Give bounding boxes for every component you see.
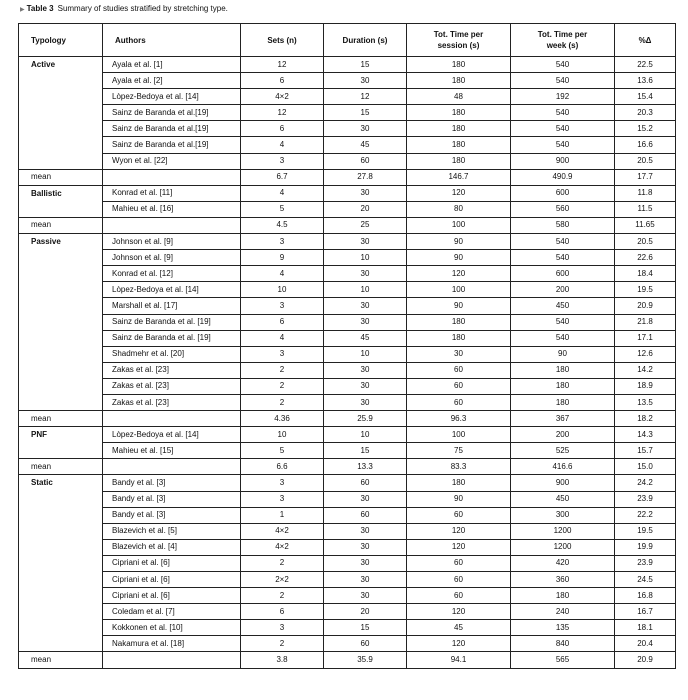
author-cell: Sainz de Baranda et al.[19] xyxy=(103,105,241,121)
table-row xyxy=(19,105,676,121)
value-cell: 180 xyxy=(407,330,511,346)
value-cell: 19.5 xyxy=(615,523,676,539)
value-cell: 900 xyxy=(511,475,615,491)
value-cell: 1200 xyxy=(511,523,615,539)
mean-label: mean xyxy=(19,411,103,427)
author-cell: Kokkonen et al. [10] xyxy=(103,620,241,636)
value-cell: 192 xyxy=(511,89,615,105)
author-cell: Sainz de Baranda et al. [19] xyxy=(103,314,241,330)
value-cell: 14.3 xyxy=(615,427,676,443)
value-cell: 4 xyxy=(241,330,324,346)
value-cell: 5 xyxy=(241,201,324,217)
value-cell: 560 xyxy=(511,201,615,217)
author-cell: Ayala et al. [1] xyxy=(103,57,241,73)
author-cell: Zakas et al. [23] xyxy=(103,362,241,378)
mean-value-cell: 83.3 xyxy=(407,459,511,475)
value-cell: 24.2 xyxy=(615,475,676,491)
value-cell: 1 xyxy=(241,507,324,523)
value-cell: 20.5 xyxy=(615,153,676,169)
value-cell: 12.6 xyxy=(615,346,676,362)
mean-label: mean xyxy=(19,459,103,475)
author-cell: Lòpez-Bedoya et al. [14] xyxy=(103,427,241,443)
value-cell: 300 xyxy=(511,507,615,523)
value-cell: 180 xyxy=(407,121,511,137)
value-cell: 3 xyxy=(241,475,324,491)
value-cell: 30 xyxy=(324,394,407,410)
table-row xyxy=(19,378,676,394)
value-cell: 120 xyxy=(407,523,511,539)
value-cell: 18.4 xyxy=(615,266,676,282)
value-cell: 10 xyxy=(324,282,407,298)
value-cell: 200 xyxy=(511,282,615,298)
value-cell: 13.5 xyxy=(615,394,676,410)
value-cell: 12 xyxy=(324,89,407,105)
value-cell: 240 xyxy=(511,604,615,620)
value-cell: 3 xyxy=(241,620,324,636)
author-cell: Ayala et al. [2] xyxy=(103,73,241,89)
mean-value-cell: 6.6 xyxy=(241,459,324,475)
value-cell: 540 xyxy=(511,121,615,137)
value-cell: 60 xyxy=(407,572,511,588)
value-cell: 60 xyxy=(324,507,407,523)
value-cell: 30 xyxy=(324,523,407,539)
value-cell: 525 xyxy=(511,443,615,459)
mean-label: mean xyxy=(19,169,103,185)
value-cell: 10 xyxy=(324,250,407,266)
value-cell: 9 xyxy=(241,250,324,266)
value-cell: 30 xyxy=(324,298,407,314)
value-cell: 30 xyxy=(324,555,407,571)
value-cell: 90 xyxy=(407,234,511,250)
value-cell: 15.7 xyxy=(615,443,676,459)
value-cell: 180 xyxy=(407,73,511,89)
value-cell: 180 xyxy=(407,153,511,169)
value-cell: 16.8 xyxy=(615,588,676,604)
value-cell: 540 xyxy=(511,330,615,346)
value-cell: 1200 xyxy=(511,539,615,555)
col-time-week-header xyxy=(511,24,615,57)
mean-value-cell xyxy=(103,411,241,427)
value-cell: 11.5 xyxy=(615,201,676,217)
author-cell: Marshall et al. [17] xyxy=(103,298,241,314)
table-row xyxy=(19,266,676,282)
typology-cell: PNF xyxy=(19,427,103,459)
value-cell: 30 xyxy=(324,73,407,89)
mean-value-cell: 15.0 xyxy=(615,459,676,475)
mean-label: mean xyxy=(19,217,103,233)
value-cell: 540 xyxy=(511,57,615,73)
value-cell: 180 xyxy=(407,57,511,73)
value-cell: 180 xyxy=(511,362,615,378)
value-cell: 21.8 xyxy=(615,314,676,330)
value-cell: 2 xyxy=(241,362,324,378)
value-cell: 600 xyxy=(511,185,615,201)
mean-value-cell: 416.6 xyxy=(511,459,615,475)
value-cell: 20 xyxy=(324,604,407,620)
value-cell: 90 xyxy=(511,346,615,362)
header-row xyxy=(19,24,676,57)
author-cell: Cipriani et al. [6] xyxy=(103,588,241,604)
value-cell: 60 xyxy=(407,378,511,394)
value-cell: 22.2 xyxy=(615,507,676,523)
value-cell: 80 xyxy=(407,201,511,217)
typology-cell: Static xyxy=(19,475,103,652)
value-cell: 30 xyxy=(324,378,407,394)
value-cell: 120 xyxy=(407,539,511,555)
value-cell: 15.4 xyxy=(615,89,676,105)
value-cell: 30 xyxy=(324,234,407,250)
table-row xyxy=(19,636,676,652)
author-cell: Johnson et al. [9] xyxy=(103,234,241,250)
mean-value-cell: 11.65 xyxy=(615,217,676,233)
mean-value-cell: 146.7 xyxy=(407,169,511,185)
value-cell: 15 xyxy=(324,620,407,636)
value-cell: 180 xyxy=(511,588,615,604)
value-cell: 12 xyxy=(241,105,324,121)
mean-value-cell: 367 xyxy=(511,411,615,427)
table-row xyxy=(19,362,676,378)
value-cell: 48 xyxy=(407,89,511,105)
value-cell: 180 xyxy=(407,314,511,330)
value-cell: 20.9 xyxy=(615,298,676,314)
value-cell: 75 xyxy=(407,443,511,459)
table-row xyxy=(19,121,676,137)
mean-value-cell: 490.9 xyxy=(511,169,615,185)
value-cell: 10 xyxy=(241,282,324,298)
author-cell: Konrad et al. [12] xyxy=(103,266,241,282)
value-cell: 180 xyxy=(407,137,511,153)
table-row xyxy=(19,137,676,153)
table-row xyxy=(19,346,676,362)
table-row xyxy=(19,539,676,555)
value-cell: 18.9 xyxy=(615,378,676,394)
caption-label: Table 3 xyxy=(26,4,54,13)
col-time-session-header xyxy=(407,24,511,57)
value-cell: 4 xyxy=(241,137,324,153)
mean-value-cell: 94.1 xyxy=(407,652,511,668)
mean-value-cell: 3.8 xyxy=(241,652,324,668)
table-row xyxy=(19,234,676,250)
value-cell: 840 xyxy=(511,636,615,652)
value-cell: 100 xyxy=(407,282,511,298)
value-cell: 30 xyxy=(324,491,407,507)
value-cell: 540 xyxy=(511,73,615,89)
typology-cell: Active xyxy=(19,57,103,170)
value-cell: 60 xyxy=(324,636,407,652)
value-cell: 120 xyxy=(407,266,511,282)
table-row xyxy=(19,185,676,201)
value-cell: 22.6 xyxy=(615,250,676,266)
value-cell: 19.9 xyxy=(615,539,676,555)
author-cell: Cipriani et al. [6] xyxy=(103,572,241,588)
mean-value-cell: 4.36 xyxy=(241,411,324,427)
col-typology-header: Typology xyxy=(19,24,103,57)
value-cell: 45 xyxy=(324,137,407,153)
value-cell: 22.5 xyxy=(615,57,676,73)
value-cell: 2 xyxy=(241,636,324,652)
value-cell: 2 xyxy=(241,394,324,410)
value-cell: 60 xyxy=(407,394,511,410)
value-cell: 45 xyxy=(407,620,511,636)
author-cell: Zakas et al. [23] xyxy=(103,394,241,410)
author-cell: Sainz de Baranda et al.[19] xyxy=(103,121,241,137)
value-cell: 10 xyxy=(324,346,407,362)
header-line: Tot. Time per xyxy=(537,30,588,39)
mean-value-cell: 17.7 xyxy=(615,169,676,185)
value-cell: 6 xyxy=(241,314,324,330)
table-row xyxy=(19,201,676,217)
table-row xyxy=(19,443,676,459)
value-cell: 19.5 xyxy=(615,282,676,298)
table-row xyxy=(19,604,676,620)
mean-value-cell: 25.9 xyxy=(324,411,407,427)
author-cell: Zakas et al. [23] xyxy=(103,378,241,394)
value-cell: 2 xyxy=(241,378,324,394)
mean-label: mean xyxy=(19,652,103,668)
table-body xyxy=(19,57,676,669)
table-header xyxy=(19,24,676,57)
typology-cell: Ballistic xyxy=(19,185,103,217)
value-cell: 360 xyxy=(511,572,615,588)
caption-text: Summary of studies stratified by stretching type. xyxy=(57,4,228,13)
mean-value-cell: 6.7 xyxy=(241,169,324,185)
value-cell: 10 xyxy=(324,427,407,443)
mean-value-cell: 96.3 xyxy=(407,411,511,427)
col-percent-change-header: %Δ xyxy=(615,24,676,57)
author-cell: Shadmehr et al. [20] xyxy=(103,346,241,362)
mean-value-cell: 20.9 xyxy=(615,652,676,668)
value-cell: 30 xyxy=(324,572,407,588)
value-cell: 3 xyxy=(241,346,324,362)
value-cell: 2 xyxy=(241,588,324,604)
table-caption xyxy=(20,3,228,16)
value-cell: 45 xyxy=(324,330,407,346)
value-cell: 18.1 xyxy=(615,620,676,636)
value-cell: 180 xyxy=(407,475,511,491)
value-cell: 30 xyxy=(324,314,407,330)
value-cell: 90 xyxy=(407,250,511,266)
value-cell: 30 xyxy=(324,121,407,137)
value-cell: 30 xyxy=(407,346,511,362)
mean-row xyxy=(19,411,676,427)
value-cell: 2 xyxy=(241,555,324,571)
value-cell: 24.5 xyxy=(615,572,676,588)
value-cell: 3 xyxy=(241,491,324,507)
value-cell: 15.2 xyxy=(615,121,676,137)
value-cell: 540 xyxy=(511,105,615,121)
mean-value-cell: 100 xyxy=(407,217,511,233)
table-row xyxy=(19,282,676,298)
table-row xyxy=(19,394,676,410)
table-row xyxy=(19,427,676,443)
value-cell: 200 xyxy=(511,427,615,443)
mean-value-cell: 4.5 xyxy=(241,217,324,233)
summary-table xyxy=(18,23,676,669)
value-cell: 4×2 xyxy=(241,89,324,105)
value-cell: 450 xyxy=(511,491,615,507)
header-line: session (s) xyxy=(437,41,480,50)
caption-arrow-icon: ▶ xyxy=(20,7,25,13)
value-cell: 20.3 xyxy=(615,105,676,121)
table-row xyxy=(19,555,676,571)
value-cell: 6 xyxy=(241,73,324,89)
value-cell: 180 xyxy=(407,105,511,121)
author-cell: Lòpez-Bedoya et al. [14] xyxy=(103,282,241,298)
value-cell: 120 xyxy=(407,185,511,201)
value-cell: 15 xyxy=(324,443,407,459)
value-cell: 540 xyxy=(511,314,615,330)
value-cell: 600 xyxy=(511,266,615,282)
mean-value-cell xyxy=(103,169,241,185)
value-cell: 90 xyxy=(407,298,511,314)
value-cell: 13.6 xyxy=(615,73,676,89)
mean-row xyxy=(19,169,676,185)
value-cell: 4×2 xyxy=(241,523,324,539)
mean-row xyxy=(19,652,676,668)
table-row xyxy=(19,507,676,523)
mean-row xyxy=(19,217,676,233)
value-cell: 12 xyxy=(241,57,324,73)
value-cell: 180 xyxy=(511,378,615,394)
value-cell: 23.9 xyxy=(615,491,676,507)
author-cell: Coledam et al. [7] xyxy=(103,604,241,620)
value-cell: 6 xyxy=(241,121,324,137)
author-cell: Bandy et al. [3] xyxy=(103,507,241,523)
value-cell: 15 xyxy=(324,105,407,121)
value-cell: 11.8 xyxy=(615,185,676,201)
value-cell: 30 xyxy=(324,539,407,555)
value-cell: 120 xyxy=(407,636,511,652)
author-cell: Johnson et al. [9] xyxy=(103,250,241,266)
value-cell: 180 xyxy=(511,394,615,410)
value-cell: 900 xyxy=(511,153,615,169)
value-cell: 420 xyxy=(511,555,615,571)
col-authors-header: Authors xyxy=(103,24,241,57)
author-cell: Bandy et al. [3] xyxy=(103,491,241,507)
value-cell: 540 xyxy=(511,137,615,153)
value-cell: 60 xyxy=(324,475,407,491)
author-cell: Blazevich et al. [4] xyxy=(103,539,241,555)
value-cell: 135 xyxy=(511,620,615,636)
table-row xyxy=(19,491,676,507)
author-cell: Mahieu et al. [15] xyxy=(103,443,241,459)
author-cell: Mahieu et al. [16] xyxy=(103,201,241,217)
table-row xyxy=(19,314,676,330)
table-row xyxy=(19,89,676,105)
value-cell: 6 xyxy=(241,604,324,620)
table-row xyxy=(19,330,676,346)
table-row xyxy=(19,572,676,588)
author-cell: Lòpez-Bedoya et al. [14] xyxy=(103,89,241,105)
value-cell: 20.4 xyxy=(615,636,676,652)
header-line: week (s) xyxy=(546,41,579,50)
table-row xyxy=(19,57,676,73)
value-cell: 3 xyxy=(241,234,324,250)
value-cell: 30 xyxy=(324,588,407,604)
value-cell: 5 xyxy=(241,443,324,459)
value-cell: 540 xyxy=(511,250,615,266)
mean-value-cell: 565 xyxy=(511,652,615,668)
value-cell: 60 xyxy=(407,588,511,604)
value-cell: 20.5 xyxy=(615,234,676,250)
mean-value-cell: 13.3 xyxy=(324,459,407,475)
col-duration-header: Duration (s) xyxy=(324,24,407,57)
table-row xyxy=(19,298,676,314)
value-cell: 3 xyxy=(241,153,324,169)
value-cell: 23.9 xyxy=(615,555,676,571)
author-cell: Blazevich et al. [5] xyxy=(103,523,241,539)
value-cell: 3 xyxy=(241,298,324,314)
mean-value-cell: 580 xyxy=(511,217,615,233)
value-cell: 60 xyxy=(407,555,511,571)
value-cell: 16.6 xyxy=(615,137,676,153)
mean-value-cell xyxy=(103,217,241,233)
table-row xyxy=(19,250,676,266)
value-cell: 120 xyxy=(407,604,511,620)
author-cell: Cipriani et al. [6] xyxy=(103,555,241,571)
mean-value-cell: 25 xyxy=(324,217,407,233)
mean-value-cell: 18.2 xyxy=(615,411,676,427)
table-row xyxy=(19,73,676,89)
mean-value-cell xyxy=(103,459,241,475)
value-cell: 16.7 xyxy=(615,604,676,620)
author-cell: Wyon et al. [22] xyxy=(103,153,241,169)
value-cell: 10 xyxy=(241,427,324,443)
value-cell: 20 xyxy=(324,201,407,217)
value-cell: 30 xyxy=(324,185,407,201)
value-cell: 4 xyxy=(241,185,324,201)
value-cell: 90 xyxy=(407,491,511,507)
table-row xyxy=(19,588,676,604)
value-cell: 60 xyxy=(324,153,407,169)
mean-value-cell: 35.9 xyxy=(324,652,407,668)
value-cell: 30 xyxy=(324,362,407,378)
mean-row xyxy=(19,459,676,475)
typology-cell: Passive xyxy=(19,234,103,411)
value-cell: 4 xyxy=(241,266,324,282)
author-cell: Sainz de Baranda et al. [19] xyxy=(103,330,241,346)
mean-value-cell: 27.8 xyxy=(324,169,407,185)
col-sets-header: Sets (n) xyxy=(241,24,324,57)
table-row xyxy=(19,475,676,491)
table-row xyxy=(19,523,676,539)
value-cell: 4×2 xyxy=(241,539,324,555)
value-cell: 30 xyxy=(324,266,407,282)
table-row xyxy=(19,620,676,636)
author-cell: Konrad et al. [11] xyxy=(103,185,241,201)
author-cell: Nakamura et al. [18] xyxy=(103,636,241,652)
table-row xyxy=(19,153,676,169)
value-cell: 2×2 xyxy=(241,572,324,588)
author-cell: Sainz de Baranda et al.[19] xyxy=(103,137,241,153)
value-cell: 17.1 xyxy=(615,330,676,346)
value-cell: 60 xyxy=(407,362,511,378)
header-line: Tot. Time per xyxy=(433,30,484,39)
value-cell: 14.2 xyxy=(615,362,676,378)
value-cell: 450 xyxy=(511,298,615,314)
value-cell: 15 xyxy=(324,57,407,73)
mean-value-cell xyxy=(103,652,241,668)
author-cell: Bandy et al. [3] xyxy=(103,475,241,491)
value-cell: 540 xyxy=(511,234,615,250)
value-cell: 60 xyxy=(407,507,511,523)
value-cell: 100 xyxy=(407,427,511,443)
